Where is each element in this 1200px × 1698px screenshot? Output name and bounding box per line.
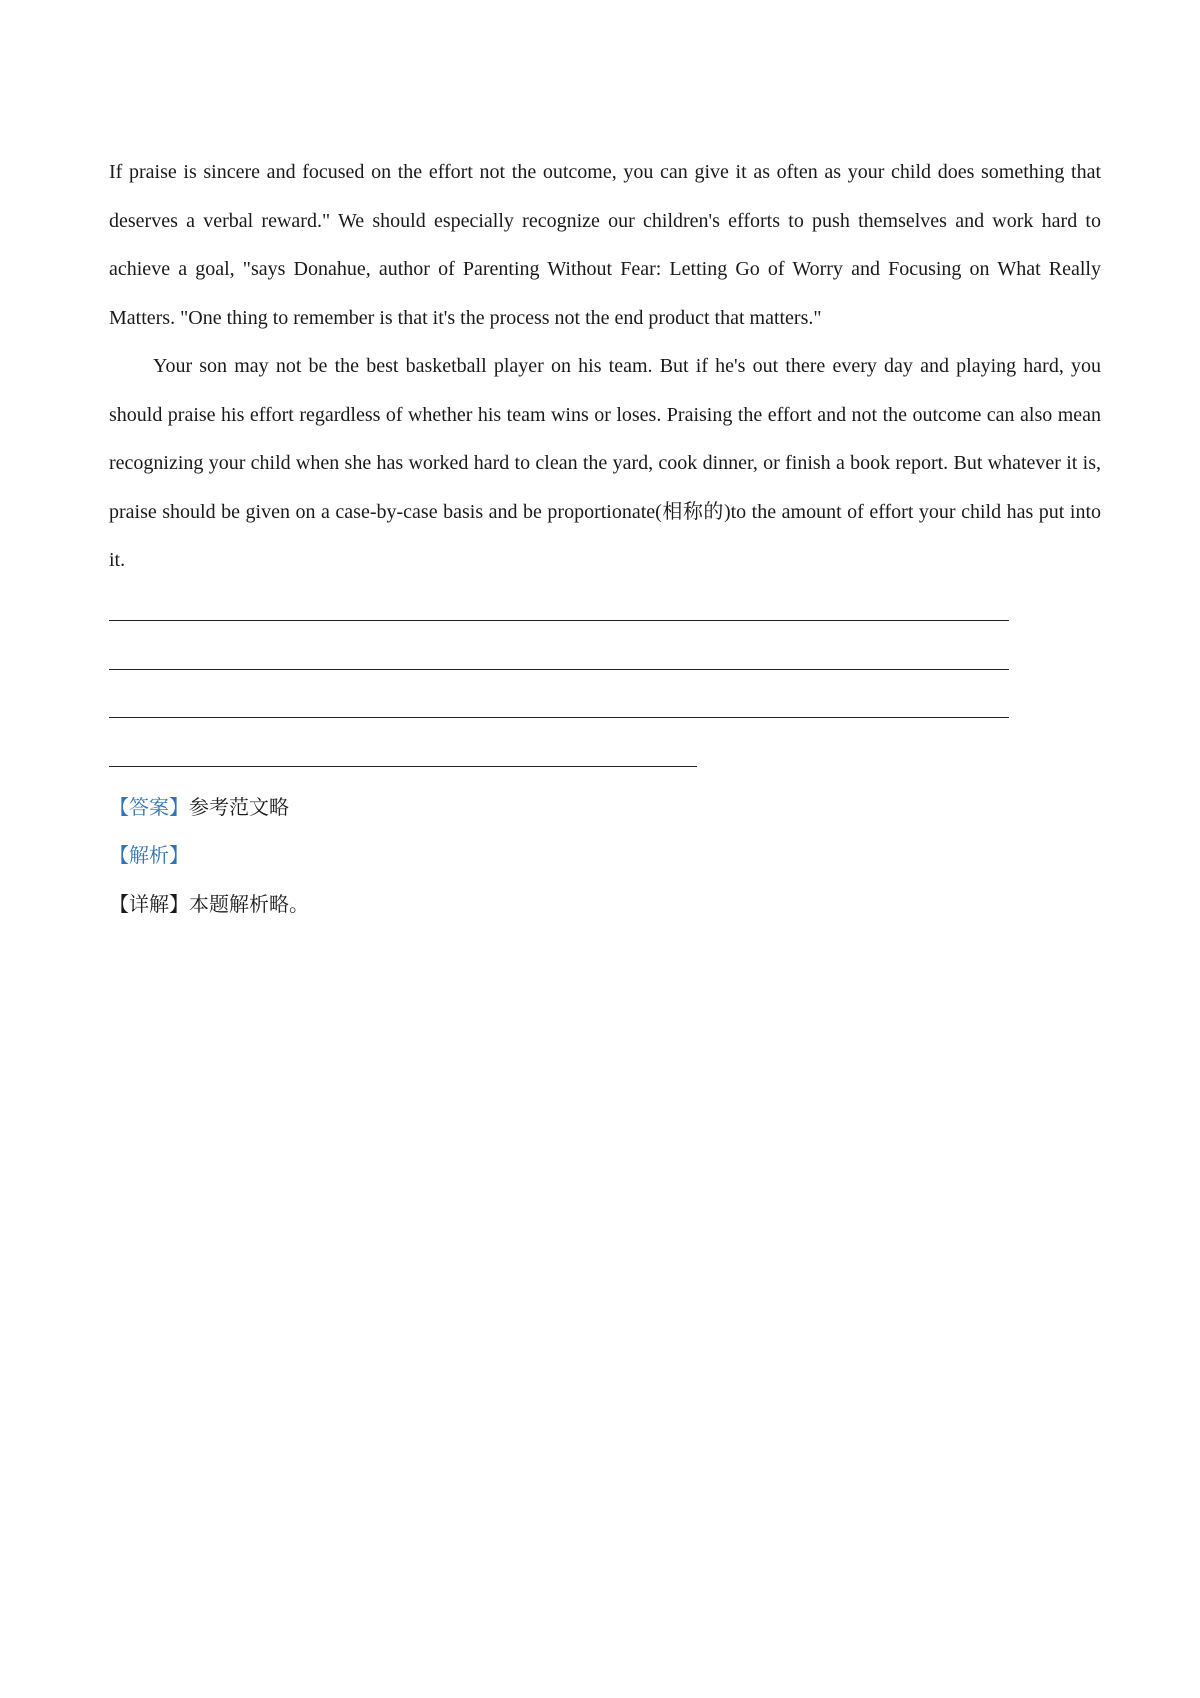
- paragraph-2: Your son may not be the best basketball player on his team. But if he's out there every day and playing hard, you should praise his effort regardless of whether his team wins or loses. Praising the effort and not the outcome can also mean recognizing your child when she has worked hard to clean the yard, cook dinner, or finish a book report. But whatever it is, praise should be given on a case-by-case basis and be proportionate(相称的)to the amount of effort your child has put into it.: [109, 355, 1101, 571]
- answer-text: 参考范文略: [189, 794, 289, 819]
- detail-row: [109, 880, 1101, 929]
- answer-writing-lines: [109, 589, 1101, 783]
- analysis-row: [109, 831, 1101, 880]
- writing-line[interactable]: [109, 637, 1101, 686]
- answer-label: 【答案】: [109, 794, 189, 819]
- analysis-label: 【解析】: [109, 843, 189, 867]
- writing-line[interactable]: [109, 686, 1101, 735]
- detail-label: 【详解】: [109, 891, 189, 916]
- writing-line-partial[interactable]: [109, 734, 1101, 783]
- writing-line[interactable]: [109, 589, 1101, 638]
- paragraph-1: If praise is sincere and focused on the effort not the outcome, you can give it as often as your child does something that deserves a verbal reward." We should especially recognize our children's efforts to push themselves and work hard to achieve a goal, "says Donahue, author of Parenting Without Fear: Letting Go of Worry and Focusing on What Really Matters. "One thing to remember is that it's the process not the end product that matters.": [109, 161, 1101, 329]
- answer-section: [109, 783, 1101, 929]
- document-page: [109, 148, 1101, 928]
- answer-row: [109, 783, 1101, 832]
- detail-text: 本题解析略。: [189, 891, 309, 916]
